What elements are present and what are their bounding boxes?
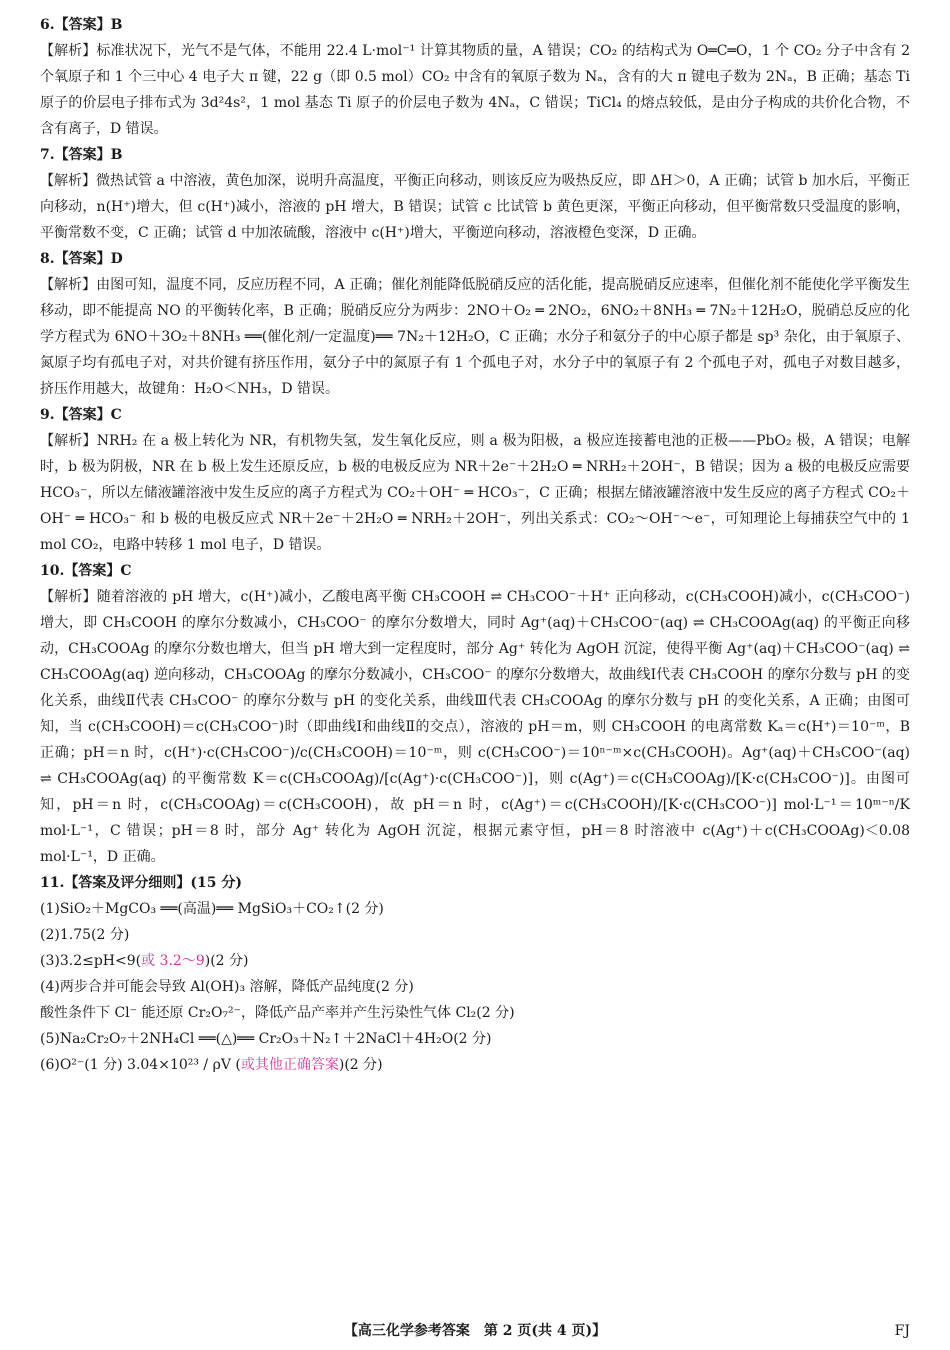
question-8	[40, 246, 910, 402]
answer-line-3-suffix: )(2 分)	[204, 953, 249, 969]
question-9	[40, 402, 910, 558]
answer-line-3-prefix: (3)3.2≤pH<9(	[40, 953, 142, 969]
answer-line-3	[40, 948, 910, 974]
footer-code: FJ	[894, 1323, 910, 1339]
question-6	[40, 12, 910, 142]
question-11	[40, 870, 910, 1078]
alt-answer-highlight: 或 3.2～9	[141, 953, 205, 969]
answer-head: 9.【答案】C	[40, 407, 122, 423]
answer-head: 11.【答案及评分细则】(15 分)	[40, 875, 242, 891]
answer-line-5: (5)Na₂Cr₂O₇＋2NH₄Cl ══(△)══ Cr₂O₃＋N₂↑＋2NaCl＋4H₂O(2 分)	[40, 1031, 492, 1047]
analysis-text: 【解析】由图可知，温度不同，反应历程不同，A 正确；催化剂能降低脱硝反应的活化能，提高脱硝反应速率，但催化剂不能使化学平衡发生移动，即不能提高 NO 的平衡转化率，B 正确；脱硝反应分为两步：2NO＋O₂ ═ 2NO₂，6NO₂＋8NH₃ ═ 7N₂＋12H₂O，脱硝总反应的化学方程式为 6NO＋3O₂＋8NH₃ ══(催化剂/一定温度)══ 7N₂＋12H₂O，C 正确；水分子和氨分子的中心原子都是 sp³ 杂化，由于氧原子、氮原子均有孤电子对，对共价键有挤压作用，氨分子中的氮原子有 1 个孤电子对，水分子中的氧原子有 2 个孤电子对，孤电子对数目越多，挤压作用越大，故键角：H₂O＜NH₃，D 错误。	[40, 277, 910, 397]
answer-head: 6.【答案】B	[40, 17, 123, 33]
question-7	[40, 142, 910, 246]
analysis-text: 【解析】NRH₂ 在 a 极上转化为 NR，有机物失氢，发生氧化反应，则 a 极为阳极，a 极应连接蓄电池的正极——PbO₂ 极，A 错误；电解时，b 极为阴极，NR 在 b 极上发生还原反应，b 极的电极反应为 NR＋2e⁻＋2H₂O ═ NRH₂＋2OH⁻，B 错误；因为 a 极的电极反应需要 HCO₃⁻，所以左储液罐溶液中发生反应的离子方程式为 CO₂＋OH⁻ ═ HCO₃⁻，C 正确；根据左储液罐溶液中发生反应的离子方程式 CO₂＋OH⁻ ═ HCO₃⁻ 和 b 极的电极反应式 NR＋2e⁻＋2H₂O ═ NRH₂＋2OH⁻，列出关系式：CO₂～OH⁻～e⁻，可知理论上每捕获空气中的 1 mol CO₂，电路中转移 1 mol 电子，D 错误。	[40, 433, 910, 553]
answer-line-1: (1)SiO₂＋MgCO₃ ══(高温)══ MgSiO₃＋CO₂↑(2 分)	[40, 901, 384, 917]
answer-line-6	[40, 1052, 910, 1078]
answer-head: 7.【答案】B	[40, 147, 123, 163]
answer-head: 8.【答案】D	[40, 251, 123, 267]
answer-line-4: (4)两步合并可能会导致 Al(OH)₃ 溶解，降低产品纯度(2 分)	[40, 979, 414, 995]
analysis-text: 【解析】随着溶液的 pH 增大，c(H⁺)减小，乙酸电离平衡 CH₃COOH ⇌ CH₃COO⁻＋H⁺ 正向移动，c(CH₃COOH)减小，c(CH₃COO⁻)增大，即 CH₃COOH 的摩尔分数减小，CH₃COO⁻ 的摩尔分数增大，同时 Ag⁺(aq)＋CH₃COO⁻(aq) ⇌ CH₃COOAg(aq) 的平衡正向移动，CH₃COOAg 的摩尔分数也增大，但当 pH 增大到一定程度时，部分 Ag⁺ 转化为 AgOH 沉淀，使得平衡 Ag⁺(aq)＋CH₃COO⁻(aq) ⇌ CH₃COOAg(aq) 逆向移动，CH₃COOAg 的摩尔分数减小，CH₃COO⁻ 的摩尔分数增大，故曲线Ⅰ代表 CH₃COOH 的摩尔分数与 pH 的变化关系，曲线Ⅱ代表 CH₃COO⁻ 的摩尔分数与 pH 的变化关系，曲线Ⅲ代表 CH₃COOAg 的摩尔分数与 pH 的变化关系，A 正确；由图可知，当 c(CH₃COOH)＝c(CH₃COO⁻)时（即曲线Ⅰ和曲线Ⅱ的交点），溶液的 pH＝m，则 CH₃COOH 的电离常数 Kₐ＝c(H⁺)＝10⁻ᵐ，B 正确；pH＝n 时，c(H⁺)·c(CH₃COO⁻)/c(CH₃COOH)＝10⁻ᵐ，则 c(CH₃COO⁻)＝10ⁿ⁻ᵐ×c(CH₃COOH)。Ag⁺(aq)＋CH₃COO⁻(aq) ⇌ CH₃COOAg(aq) 的平衡常数 K＝c(CH₃COOAg)/[c(Ag⁺)·c(CH₃COO⁻)]，则 c(Ag⁺)＝c(CH₃COOAg)/[K·c(CH₃COO⁻)]。由图可知，pH＝n 时，c(CH₃COOAg)＝c(CH₃COOH)，故 pH＝n 时，c(Ag⁺)＝c(CH₃COOH)/[K·c(CH₃COO⁻)] mol·L⁻¹＝10ᵐ⁻ⁿ/K mol·L⁻¹，C 错误；pH＝8 时，部分 Ag⁺ 转化为 AgOH 沉淀，根据元素守恒，pH＝8 时溶液中 c(Ag⁺)＋c(CH₃COOAg)＜0.08 mol·L⁻¹，D 正确。	[40, 589, 910, 865]
answer-line-6-prefix: (6)O²⁻(1 分) 3.04×10²³ / ρV (	[40, 1057, 241, 1073]
analysis-text: 【解析】微热试管 a 中溶液，黄色加深，说明升高温度，平衡正向移动，则该反应为吸热反应，即 ΔH＞0，A 正确；试管 b 加水后，平衡正向移动，n(H⁺)增大，但 c(H⁺)减小，溶液的 pH 增大，B 错误；试管 c 比试管 b 黄色更深，平衡正向移动，但平衡常数只受温度的影响，平衡常数不变，C 正确；试管 d 中加浓硫酸，溶液中 c(H⁺)增大，平衡逆向移动，溶液橙色变深，D 正确。	[40, 173, 910, 241]
answer-head: 10.【答案】C	[40, 563, 132, 579]
alt-answer-highlight: 或其他正确答案	[240, 1057, 339, 1073]
answer-line-6-suffix: )(2 分)	[338, 1057, 383, 1073]
analysis-text: 【解析】标准状况下，光气不是气体，不能用 22.4 L·mol⁻¹ 计算其物质的量，A 错误；CO₂ 的结构式为 O═C═O，1 个 CO₂ 分子中含有 2 个氧原子和 1 个三中心 4 电子大 π 键，22 g（即 0.5 mol）CO₂ 中含有的氧原子数为 Nₐ，含有的大 π 键电子数为 2Nₐ，B 正确；基态 Ti 原子的价层电子排布式为 3d²4s²，1 mol 基态 Ti 原子的价层电子数为 4Nₐ，C 错误；TiCl₄ 的熔点较低，是由分子构成的共价化合物，不含有离子，D 错误。	[40, 43, 910, 137]
answer-line-4b: 酸性条件下 Cl⁻ 能还原 Cr₂O₇²⁻，降低产品产率并产生污染性气体 Cl₂(2 分)	[40, 1005, 515, 1021]
page-footer: 【高三化学参考答案 第 2 页(共 4 页)】	[343, 1323, 607, 1339]
question-10	[40, 558, 910, 870]
answer-line-2: (2)1.75(2 分)	[40, 927, 130, 943]
